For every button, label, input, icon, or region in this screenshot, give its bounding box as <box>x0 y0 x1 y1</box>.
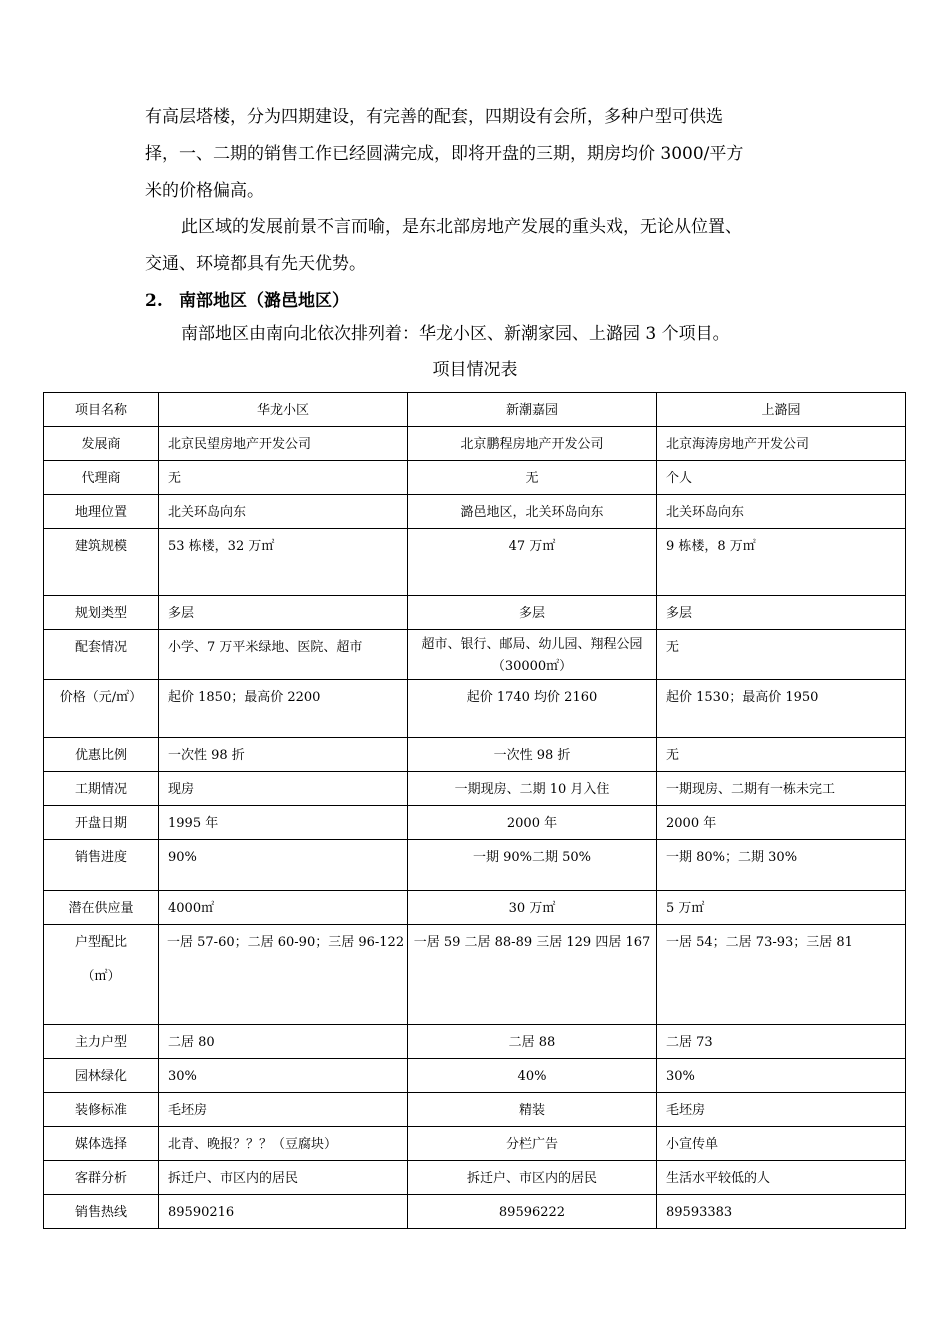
cell: 超市、银行、邮局、幼儿园、翔程公园（30000㎡） <box>408 630 657 680</box>
table-row <box>44 806 906 840</box>
cell: 47 万㎡ <box>408 529 657 596</box>
table-row <box>44 1161 906 1195</box>
row-label <box>44 925 159 1025</box>
cell: 多层 <box>159 596 408 630</box>
table-row <box>44 427 906 461</box>
row-label: 销售进度 <box>44 840 159 891</box>
cell: 53 栋楼，32 万㎡ <box>159 529 408 596</box>
cell: 89596222 <box>408 1195 657 1229</box>
row-label: 媒体选择 <box>44 1127 159 1161</box>
row-label: 地理位置 <box>44 495 159 529</box>
cell: 一次性 98 折 <box>408 738 657 772</box>
cell: 北青、晚报？？？（豆腐块） <box>159 1127 408 1161</box>
project-table <box>43 392 906 1229</box>
row-label: 优惠比例 <box>44 738 159 772</box>
row-label: 建筑规模 <box>44 529 159 596</box>
cell: 二居 80 <box>159 1025 408 1059</box>
cell: 北京海涛房地产开发公司 <box>657 427 906 461</box>
table-row <box>44 1059 906 1093</box>
cell: 多层 <box>657 596 906 630</box>
cell: 一居 57-60；二居 60-90；三居 96-122 <box>159 925 408 1025</box>
header-col-hualong: 华龙小区 <box>159 393 408 427</box>
table-row <box>44 495 906 529</box>
table-row <box>44 772 906 806</box>
cell: 二居 73 <box>657 1025 906 1059</box>
cell: 生活水平较低的人 <box>657 1161 906 1195</box>
cell: 北京民望房地产开发公司 <box>159 427 408 461</box>
cell: 现房 <box>159 772 408 806</box>
cell: 无 <box>159 461 408 495</box>
cell: 2000 年 <box>657 806 906 840</box>
cell: 无 <box>657 738 906 772</box>
cell: 一期现房、二期 10 月入住 <box>408 772 657 806</box>
row-label: 客群分析 <box>44 1161 159 1195</box>
row-label-unit: （㎡） <box>81 969 121 984</box>
cell: 小宣传单 <box>657 1127 906 1161</box>
cell: 4000㎡ <box>159 891 408 925</box>
table-row <box>44 738 906 772</box>
row-label: 园林绿化 <box>44 1059 159 1093</box>
cell: 5 万㎡ <box>657 891 906 925</box>
row-label: 开盘日期 <box>44 806 159 840</box>
cell: 分栏广告 <box>408 1127 657 1161</box>
table-row <box>44 461 906 495</box>
table-row <box>44 1127 906 1161</box>
cell: 北关环岛向东 <box>657 495 906 529</box>
row-label: 代理商 <box>44 461 159 495</box>
text-line: 择，一、二期的销售工作已经圆满完成，即将开盘的三期，期房均价 3000/平方 <box>145 144 744 164</box>
row-label: 主力户型 <box>44 1025 159 1059</box>
cell: 89593383 <box>657 1195 906 1229</box>
row-label: 价格（元/㎡） <box>44 680 159 738</box>
text-line: 米的价格偏高。 <box>145 181 264 201</box>
cell: 40% <box>408 1059 657 1093</box>
cell: 起价 1740 均价 2160 <box>408 680 657 738</box>
outlook-paragraph <box>145 209 825 283</box>
header-label: 项目名称 <box>44 393 159 427</box>
cell: 无 <box>657 630 906 680</box>
table-row <box>44 596 906 630</box>
cell: 个人 <box>657 461 906 495</box>
cell: 一居 59 二居 88-89 三居 129 四居 167 <box>408 925 657 1025</box>
table-row <box>44 891 906 925</box>
cell: 一期现房、二期有一栋未完工 <box>657 772 906 806</box>
cell: 起价 1850；最高价 2200 <box>159 680 408 738</box>
table-row <box>44 680 906 738</box>
row-label: 装修标准 <box>44 1093 159 1127</box>
cell: 一期 80%；二期 30% <box>657 840 906 891</box>
text-line: 交通、环境都具有先天优势。 <box>145 254 366 274</box>
table-title: 项目情况表 <box>432 360 518 380</box>
cell: 90% <box>159 840 408 891</box>
row-label: 规划类型 <box>44 596 159 630</box>
row-label-text: 户型配比 <box>74 935 127 950</box>
cell: 30% <box>159 1059 408 1093</box>
section-title: 南部地区（潞邑地区） <box>179 291 349 311</box>
table-row <box>44 840 906 891</box>
cell: 9 栋楼，8 万㎡ <box>657 529 906 596</box>
cell: 2000 年 <box>408 806 657 840</box>
table-row <box>44 1195 906 1229</box>
text-line: 南部地区由南向北依次排列着：华龙小区、新潮家园、上潞园 3 个项目。 <box>181 324 730 344</box>
table-row <box>44 925 906 1025</box>
row-label: 工期情况 <box>44 772 159 806</box>
text-line: 此区域的发展前景不言而喻，是东北部房地产发展的重头戏，无论从位置、 <box>181 217 742 237</box>
text-line: 有高层塔楼，分为四期建设，有完善的配套，四期设有会所，多种户型可供选 <box>145 107 723 127</box>
cell: 精装 <box>408 1093 657 1127</box>
cell: 一次性 98 折 <box>159 738 408 772</box>
header-col-shanglu: 上潞园 <box>657 393 906 427</box>
table-row <box>44 1025 906 1059</box>
section-heading <box>145 286 349 316</box>
cell: 二居 88 <box>408 1025 657 1059</box>
row-label: 销售热线 <box>44 1195 159 1229</box>
cell: 1995 年 <box>159 806 408 840</box>
cell: 北关环岛向东 <box>159 495 408 529</box>
table-row <box>44 630 906 680</box>
cell: 30 万㎡ <box>408 891 657 925</box>
intro-paragraph <box>145 99 825 210</box>
row-label: 发展商 <box>44 427 159 461</box>
table-row <box>44 529 906 596</box>
header-col-xinchao: 新潮嘉园 <box>408 393 657 427</box>
cell: 一居 54；二居 73-93；三居 81 <box>657 925 906 1025</box>
cell: 拆迁户、市区内的居民 <box>159 1161 408 1195</box>
cell: 无 <box>408 461 657 495</box>
cell: 北京鹏程房地产开发公司 <box>408 427 657 461</box>
table-header-row <box>44 393 906 427</box>
table-row <box>44 1093 906 1127</box>
cell: 一期 90%二期 50% <box>408 840 657 891</box>
cell: 多层 <box>408 596 657 630</box>
cell: 拆迁户、市区内的居民 <box>408 1161 657 1195</box>
cell: 起价 1530；最高价 1950 <box>657 680 906 738</box>
cell: 毛坯房 <box>657 1093 906 1127</box>
section-number: 2. <box>145 291 163 311</box>
row-label: 潜在供应量 <box>44 891 159 925</box>
cell: 小学、7 万平米绿地、医院、超市 <box>159 630 408 680</box>
cell: 毛坯房 <box>159 1093 408 1127</box>
cell: 89590216 <box>159 1195 408 1229</box>
cell: 30% <box>657 1059 906 1093</box>
row-label: 配套情况 <box>44 630 159 680</box>
cell: 潞邑地区，北关环岛向东 <box>408 495 657 529</box>
section-paragraph <box>145 316 825 353</box>
